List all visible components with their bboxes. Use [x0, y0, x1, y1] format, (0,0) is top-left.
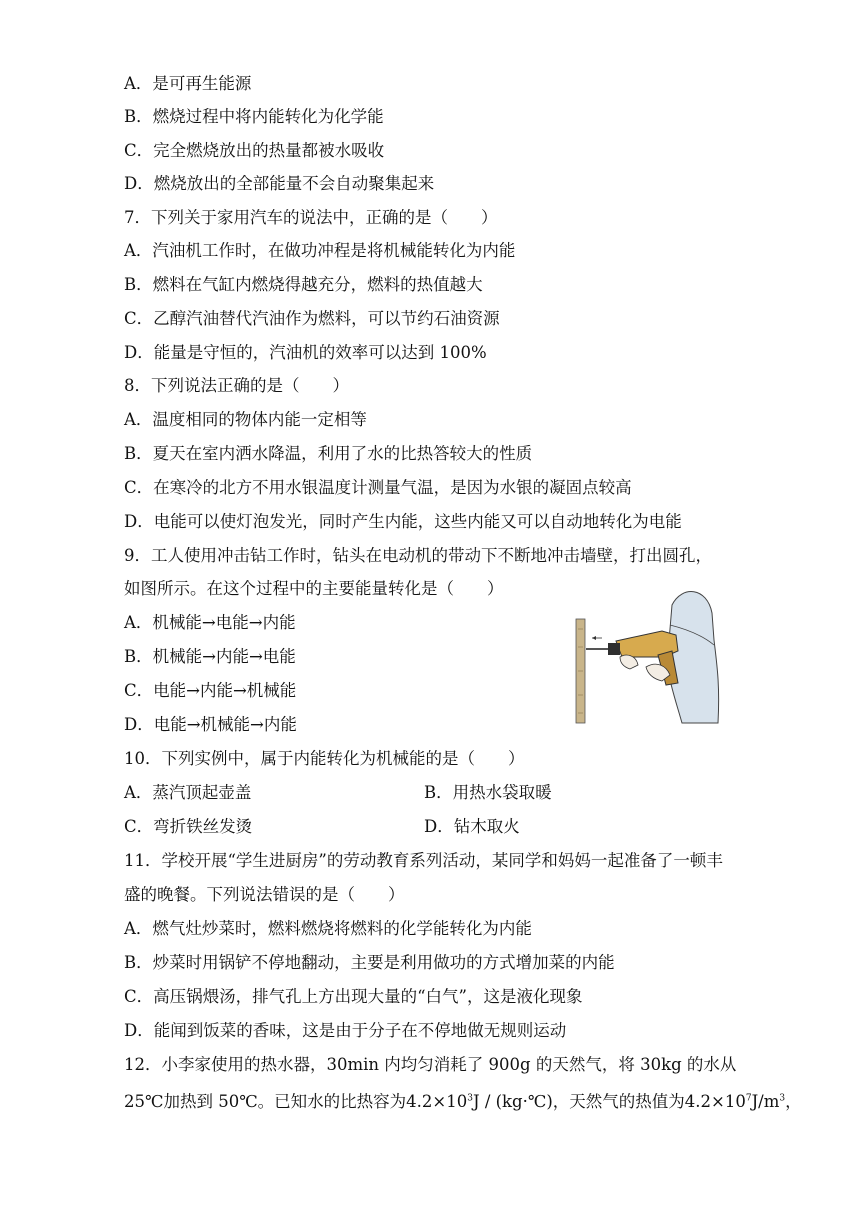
- q11-option-a: A．燃气灶炒菜时，燃料燃烧将燃料的化学能转化为内能: [124, 919, 532, 938]
- q8-option-a: A．温度相同的物体内能一定相等: [124, 410, 367, 429]
- q10-option-a: A．蒸汽顶起壶盖: [124, 783, 252, 802]
- q11-stem-line1: 11．学校开展“学生进厨房”的劳动教育系列活动，某同学和妈妈一起准备了一顿丰: [124, 851, 723, 870]
- q10-option-b: B．用热水袋取暖: [424, 783, 552, 802]
- q6-option-a: A．是可再生能源: [124, 74, 252, 93]
- q12-specific-heat-base: 4.2×10: [406, 1092, 468, 1111]
- q9-option-a: A．机械能→电能→内能: [124, 613, 296, 632]
- q10-stem: 10．下列实例中，属于内能转化为机械能的是（ ）: [124, 749, 525, 768]
- q12-stem-line1: 12．小李家使用的热水器，30min 内均匀消耗了 900g 的天然气，将 30kg 的水从: [124, 1055, 737, 1074]
- q8-option-c: C．在寒冷的北方不用水银温度计测量气温，是因为水银的凝固点较高: [124, 478, 632, 497]
- q12-heat-value-text: ，天然气的热值为: [552, 1092, 685, 1111]
- q12-line-end: ，: [785, 1092, 802, 1111]
- q11-option-c: C．高压锅煨汤，排气孔上方出现大量的“白气”，这是液化现象: [124, 987, 583, 1006]
- q6-option-c: C．完全燃烧放出的热量都被水吸收: [124, 141, 385, 160]
- q10-option-c: C．弯折铁丝发烫: [124, 817, 253, 836]
- q12-heat-value-exponent: 7: [745, 1093, 752, 1104]
- q12-temperature-text: 25℃加热到 50℃。已知水的比热容为: [124, 1092, 407, 1111]
- q8-option-b: B．夏天在室内洒水降温，利用了水的比热答较大的性质: [124, 444, 533, 463]
- q12-stem-line2: [124, 1091, 802, 1113]
- q7-option-a: A．汽油机工作时，在做功冲程是将机械能转化为内能: [124, 241, 516, 260]
- q11-stem-line2: 盛的晚餐。下列说法错误的是（ ）: [124, 885, 405, 904]
- q12-heat-value-unit-exponent: 3: [779, 1093, 786, 1104]
- q12-specific-heat-exponent: 3: [467, 1093, 473, 1104]
- q8-option-d: D．电能可以使灯泡发光，同时产生内能，这些内能又可以自动地转化为电能: [124, 512, 682, 531]
- q10-option-d: D．钻木取火: [424, 817, 520, 836]
- q6-option-b: B．燃烧过程中将内能转化为化学能: [124, 107, 384, 126]
- q11-option-d: D．能闻到饭菜的香味，这是由于分子在不停地做无规则运动: [124, 1021, 567, 1040]
- q9-option-d: D．电能→机械能→内能: [124, 715, 297, 734]
- q8-stem: 8．下列说法正确的是（ ）: [124, 376, 349, 395]
- q11-option-b: B．炒菜时用锅铲不停地翻动，主要是利用做功的方式增加菜的内能: [124, 953, 615, 972]
- q7-option-b: B．燃料在气缸内燃烧得越充分，燃料的热值越大: [124, 275, 483, 294]
- q9-stem-line1: 9．工人使用冲击钻工作时，钻头在电动机的带动下不断地冲击墙壁，打出圆孔，: [124, 546, 712, 565]
- q12-heat-value-base: 4.2×10: [684, 1092, 746, 1111]
- q9-option-c: C．电能→内能→机械能: [124, 681, 297, 700]
- q12-specific-heat-unit: J / (kg·℃): [472, 1092, 553, 1111]
- q7-stem: 7．下列关于家用汽车的说法中，正确的是（ ）: [124, 208, 498, 227]
- q7-option-d: D．能量是守恒的，汽油机的效率可以达到 100%: [124, 343, 487, 362]
- q9-stem-line2: 如图所示。在这个过程中的主要能量转化是（ ）: [124, 579, 504, 598]
- q12-heat-value-unit: J/m: [751, 1092, 780, 1111]
- q9-option-b: B．机械能→内能→电能: [124, 647, 296, 666]
- q6-option-d: D．燃烧放出的全部能量不会自动聚集起来: [124, 174, 435, 193]
- q7-option-c: C．乙醇汽油替代汽油作为燃料，可以节约石油资源: [124, 309, 500, 328]
- impact-drill-illustration: [562, 585, 722, 725]
